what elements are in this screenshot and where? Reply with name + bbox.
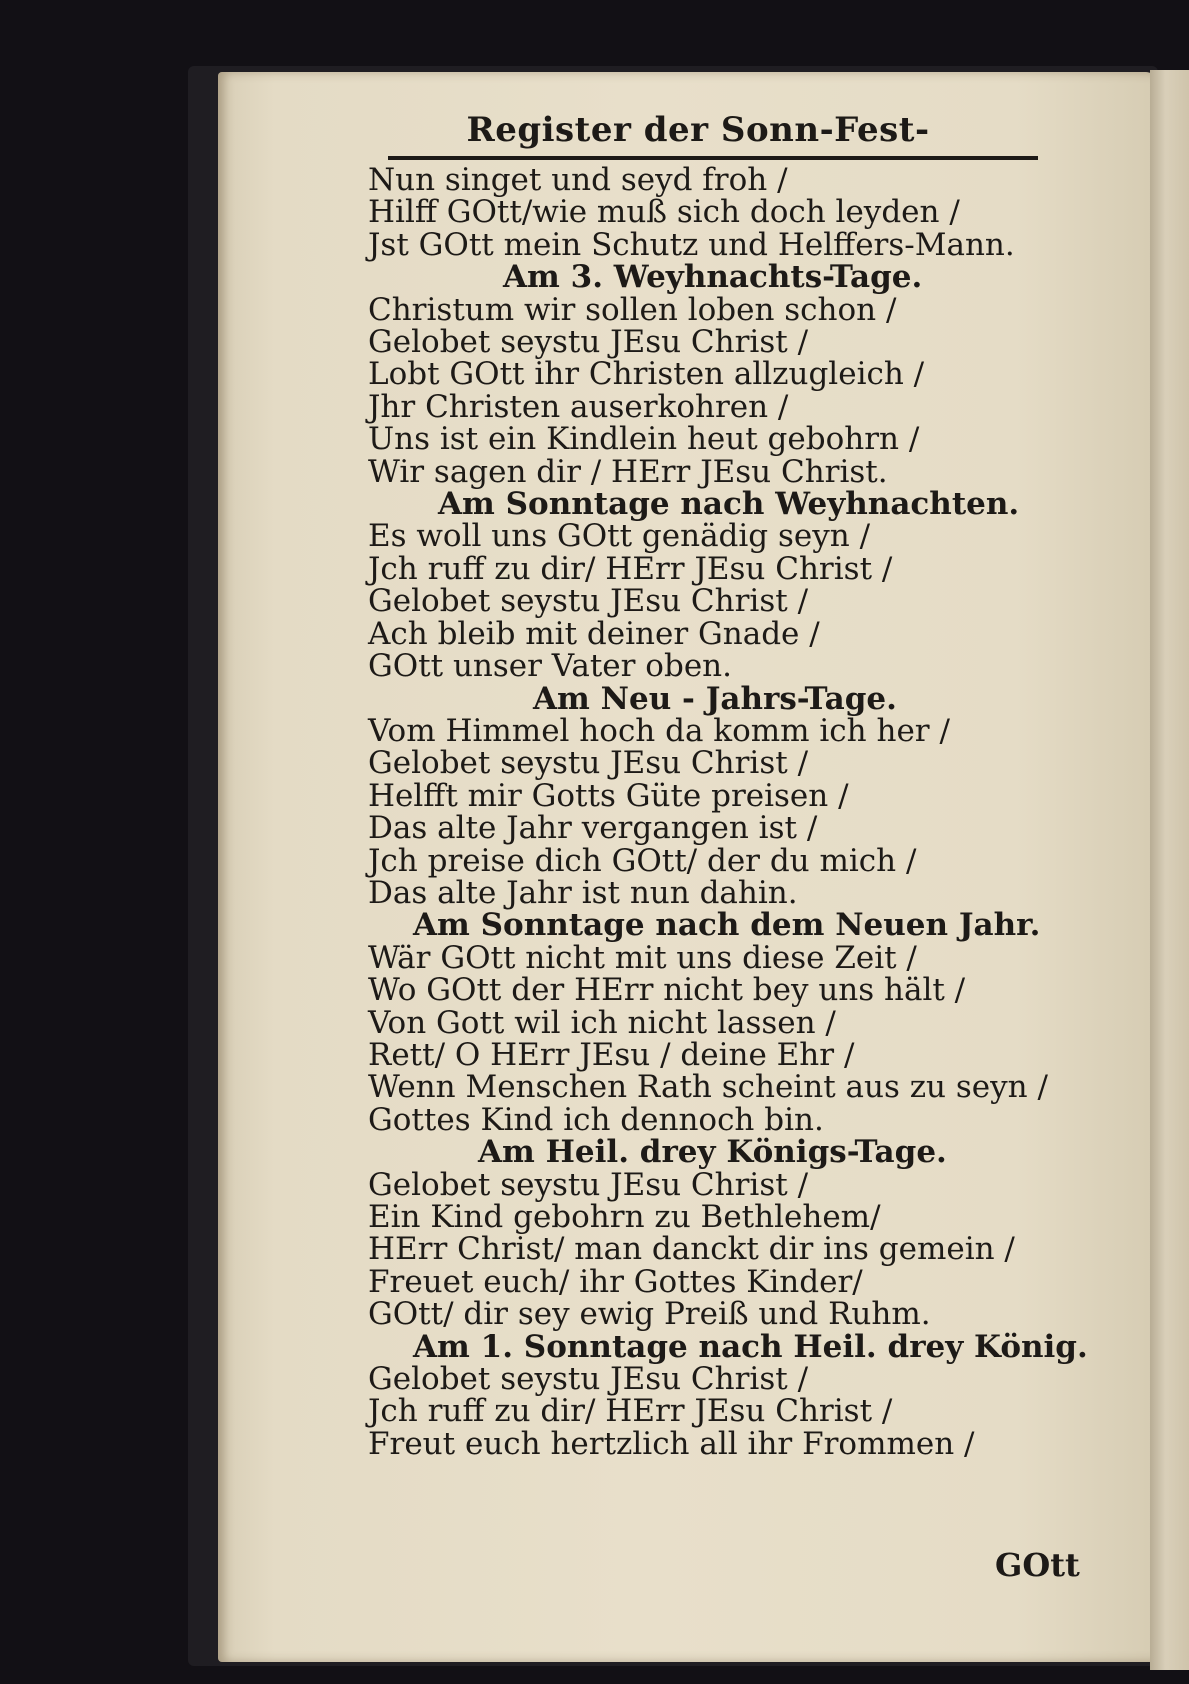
hymn-entry: Gelobet seystu JEsu Christ /	[368, 745, 809, 782]
section-heading: Am Sonntage nach Weyhnachten.	[438, 486, 1020, 523]
hymn-entry: Jst GOtt mein Schutz und Helffers-Mann.	[368, 226, 1015, 263]
hymn-entry: Jch ruff zu dir/ HErr JEsu Christ /	[368, 550, 893, 587]
hymn-entry: Helfft mir Gotts Güte preisen /	[368, 777, 849, 814]
hymn-entry: Jch ruff zu dir/ HErr JEsu Christ /	[368, 1393, 893, 1430]
running-header: Register der Sonn-Fest-	[466, 110, 930, 150]
section-heading: Am 3. Weyhnachts-Tage.	[503, 259, 923, 296]
hymn-entry: Von Gott wil ich nicht lassen /	[368, 1004, 836, 1041]
hymn-entry: Jhr Christen auserkohren /	[368, 388, 789, 425]
hymn-entry: Wir sagen dir / HErr JEsu Christ.	[368, 453, 888, 490]
page-text-block	[368, 108, 1088, 1460]
hymn-entry: Wo GOtt der HErr nicht bey uns hält /	[368, 972, 966, 1009]
hymn-entry: Hilff GOtt/wie muß sich doch leyden /	[368, 194, 960, 231]
hymn-entry: Das alte Jahr vergangen ist /	[368, 810, 818, 847]
hymn-entry: Wär GOtt nicht mit uns diese Zeit /	[368, 939, 917, 976]
hymn-entry: Gelobet seystu JEsu Christ /	[368, 324, 809, 361]
hymn-entry: Gelobet seystu JEsu Christ /	[368, 1361, 809, 1398]
section-heading: Am 1. Sonntage nach Heil. drey König.	[413, 1328, 1088, 1365]
hymn-entry: Ach bleib mit deiner Gnade /	[368, 615, 820, 652]
hymn-entry: Das alte Jahr ist nun dahin.	[368, 874, 798, 911]
register-entries	[368, 164, 1088, 1460]
hymn-entry: Rett/ O HErr JEsu / deine Ehr /	[368, 1036, 855, 1073]
section-heading: Am Neu - Jahrs-Tage.	[533, 680, 897, 717]
hymn-entry: Gelobet seystu JEsu Christ /	[368, 583, 809, 620]
hymn-entry: Es woll uns GOtt genädig seyn /	[368, 518, 871, 555]
hymn-entry: Lobt GOtt ihr Christen allzugleich /	[368, 356, 925, 393]
header-rule	[388, 156, 1038, 160]
hymn-entry: Gelobet seystu JEsu Christ /	[368, 1166, 809, 1203]
catchword: GOtt	[995, 1546, 1080, 1584]
hymn-entry: GOtt unser Vater oben.	[368, 648, 732, 685]
hymn-entry: Gottes Kind ich dennoch bin.	[368, 1101, 824, 1138]
hymn-entry: Freuet euch/ ihr Gottes Kinder/	[368, 1263, 863, 1300]
hymn-entry: Wenn Menschen Rath scheint aus zu seyn /	[368, 1069, 1048, 1106]
hymn-entry: Ein Kind gebohrn zu Bethlehem/	[368, 1199, 881, 1235]
hymn-entry: Uns ist ein Kindlein heut gebohrn /	[368, 421, 920, 458]
section-heading: Am Heil. drey Königs-Tage.	[478, 1134, 947, 1171]
hymn-entry: Freut euch hertzlich all ihr Frommen /	[368, 1425, 975, 1462]
hymn-entry: GOtt/ dir sey ewig Preiß und Ruhm.	[368, 1296, 931, 1333]
hymn-entry: Vom Himmel hoch da komm ich her /	[368, 712, 950, 749]
hymn-entry: Nun singet und seyd froh /	[368, 162, 788, 198]
hymn-entry: Christum wir sollen loben schon /	[368, 291, 897, 328]
hymn-entry: HErr Christ/ man danckt dir ins gemein /	[368, 1231, 1015, 1268]
section-heading: Am Sonntage nach dem Neuen Jahr.	[413, 907, 1041, 944]
hymn-entry: Jch preise dich GOtt/ der du mich /	[368, 842, 917, 879]
next-page-edge	[1150, 70, 1189, 1670]
